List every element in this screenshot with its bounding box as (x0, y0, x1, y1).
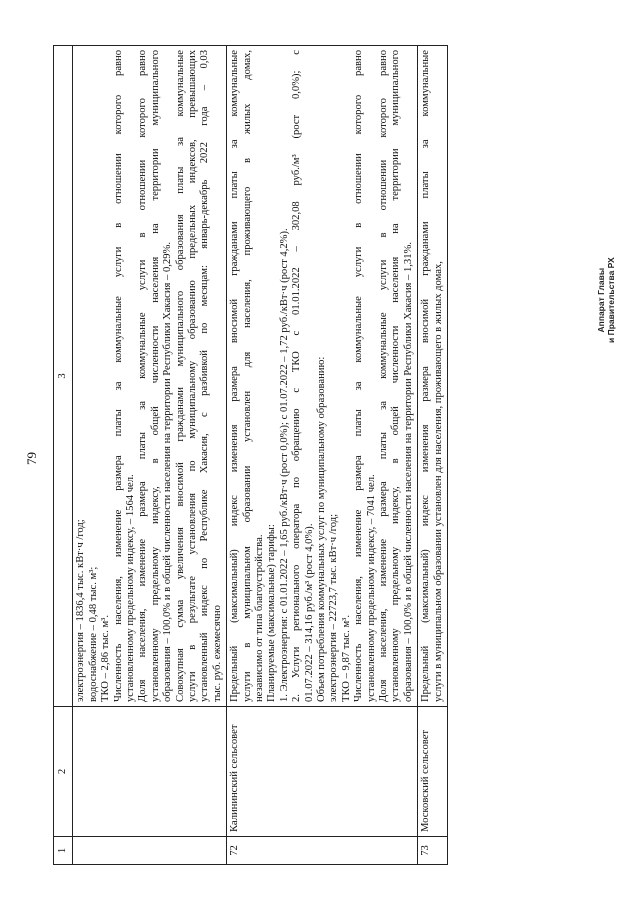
text-line: установленному предельному индексу, в общей численности населения на территории муниципального (149, 50, 161, 702)
text-line: электроэнергия – 22723,7 тыс. кВт·ч /год; (328, 513, 340, 702)
table-row (227, 46, 418, 865)
municipality-name (73, 707, 227, 837)
text-line: услуги в результате установления по муниципальному образованию предельных индексов, превышающих (187, 50, 198, 702)
text-line: установленный индекс по Республике Хакасия, с разбивкой по месяцам: январь-декабрь 2022 года – 0,03 (199, 50, 211, 702)
table-row (73, 46, 227, 865)
municipality-name: Калининский сельсовет (227, 707, 418, 837)
text-line: услуги в муниципальном образовании установлен для населения, проживающего в жилых домах, (432, 261, 444, 702)
text-line: ТКО – 9,87 тыс. м³. (340, 615, 352, 702)
text-line: Объем потребления коммунальных услуг по муниципальному образованию: (315, 356, 327, 702)
text-line: установленному предельному индексу, – 1564 чел. (125, 474, 137, 702)
text-line: 2. Услуги регионального оператора по обращению с ТКО с 01.01.2022 – 302,08 руб./м³ (рост 0,0%); с (291, 50, 303, 702)
text-line: образования – 100,0% и в общей численности населения на территории Республики Хакасия – 0,29%. (162, 242, 174, 702)
header-cell: 2 (54, 707, 73, 837)
text-line: Доля населения, изменение размера платы за коммунальные услуги в отношении которого равно (137, 50, 149, 702)
table-row (418, 46, 448, 865)
text-line: электроэнергия – 1836,4 тыс. кВт·ч /год; (75, 519, 87, 702)
text-line: Предельный (максимальный) индекс изменения размера вносимой гражданами платы за коммунальные (229, 50, 241, 702)
text-line: тыс. руб. ежемесячно (211, 605, 223, 702)
text-line: независимо от типа благоустройства. (253, 534, 265, 702)
municipality-name: Московский сельсовет (418, 707, 448, 837)
office-stamp (596, 257, 616, 343)
row-number: 72 (227, 837, 418, 865)
table-header-row (54, 46, 73, 865)
text-line: Планируемые (максимальные) тарифы: (266, 524, 278, 702)
row-number (73, 837, 227, 865)
text-line: установленному предельному индексу, – 7041 чел. (365, 474, 377, 702)
text-line: услуги в муниципальном образовании установлен для населения, проживающего в жилых домах, (241, 50, 253, 702)
text-line: Численность населения, изменение размера платы за коммунальные услуги в отношении которого равно (353, 50, 365, 702)
row-number: 73 (418, 837, 448, 865)
text-line: 01.07.2022 – 314,16 руб./м³ (рост 4,0%). (303, 523, 315, 702)
text-line: образования – 100,0% и в общей численности населения на территории Республики Хакасия – 1,31%. (402, 242, 414, 702)
text-line: установленному предельному индексу, в общей численности населения на территории муниципального (390, 50, 402, 702)
stamp-line: и Правительства РХ (606, 257, 616, 343)
text-line: Совокупная сумма увеличения вносимой гражданами муниципального образования платы за коммунальные (174, 50, 186, 702)
stamp-line: Аппарат Главы (596, 267, 606, 333)
text-line: 1. Электроэнергия: с 01.01.2022 – 1,65 руб./кВт·ч (рост 0,0%); с 01.07.2022 – 1,72 руб./кВт·ч (рост 4,2%). (278, 228, 290, 702)
text-line: водоснабжение – 0,48 тыс. м³; (87, 566, 99, 702)
row-description (418, 46, 448, 707)
header-cell: 1 (54, 837, 73, 865)
text-line: Доля населения, изменение размера платы за коммунальные услуги в отношении которого равно (378, 50, 389, 702)
page-number: 79 (24, 452, 39, 465)
row-description (73, 46, 227, 707)
text-line: ТКО – 2,86 тыс. м³. (100, 615, 112, 702)
row-description (227, 46, 418, 707)
text-line: Численность населения, изменение размера платы за коммунальные услуги в отношении которого равно (112, 50, 124, 702)
header-cell: 3 (54, 46, 73, 707)
text-line: Предельный (максимальный) индекс изменения размера вносимой гражданами платы за коммунальные (420, 50, 432, 702)
document-table (53, 45, 448, 865)
